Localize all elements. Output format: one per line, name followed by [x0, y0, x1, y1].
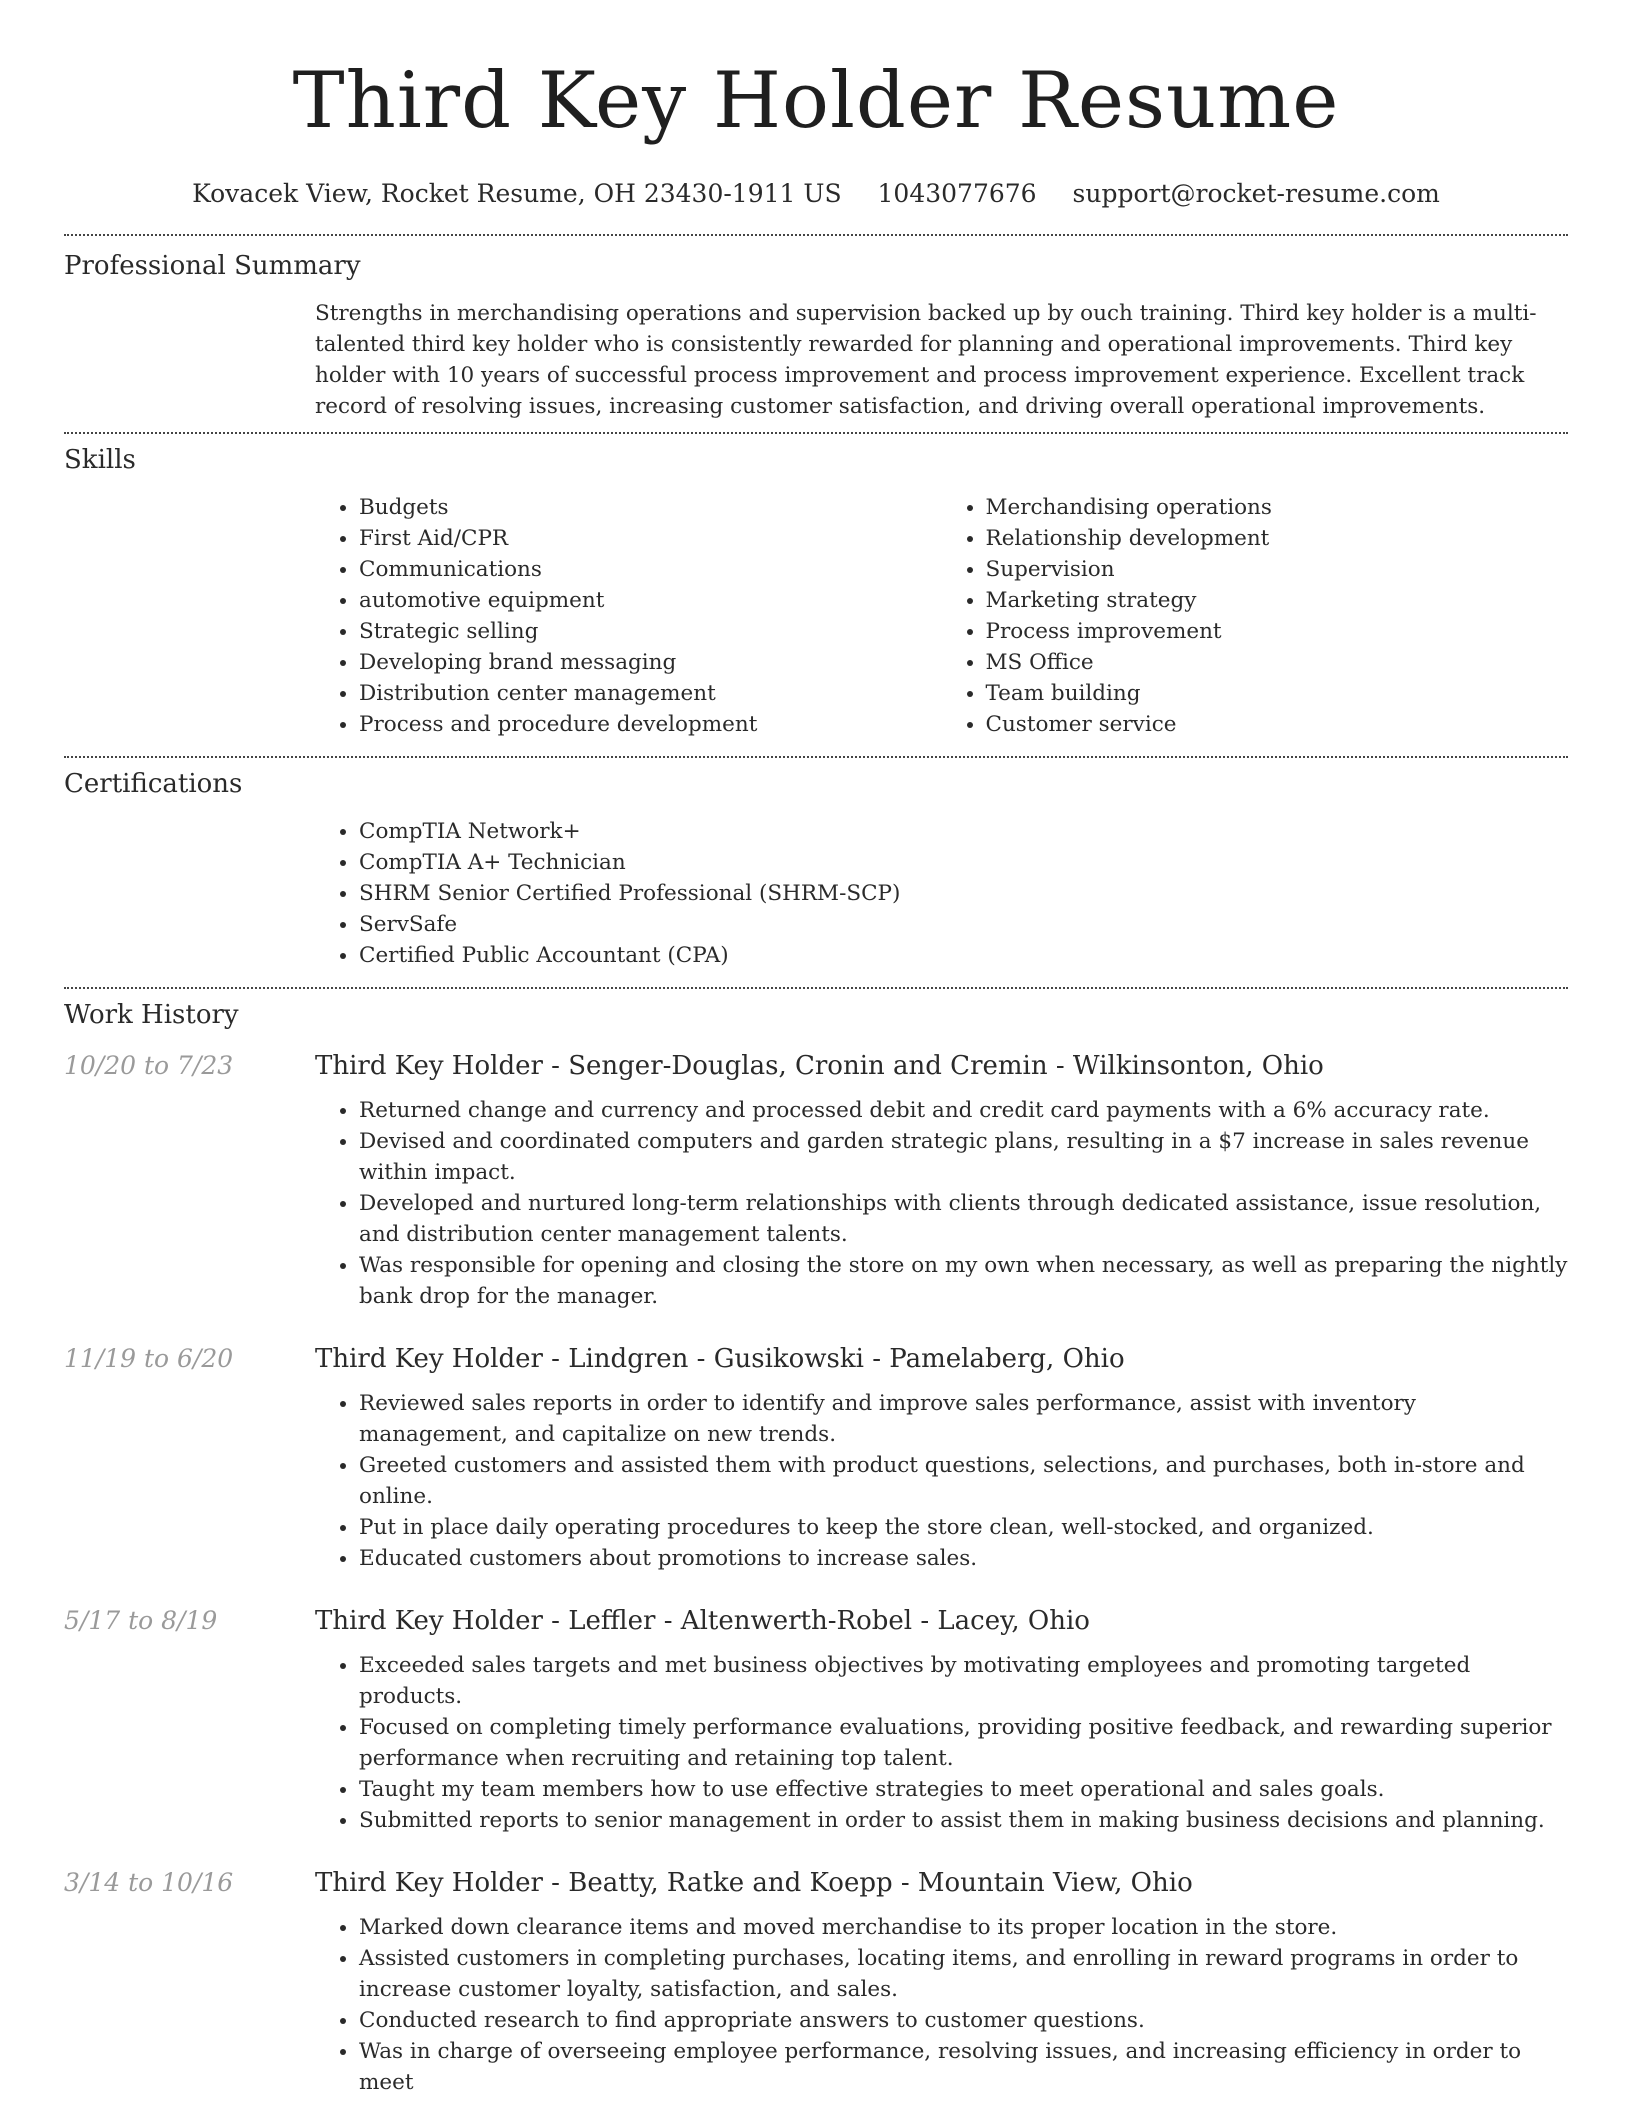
job-bullet: • Returned change and currency and processed debit and credit card payments with a 6% accuracy rate. — [359, 1095, 1568, 1126]
job-bullets — [315, 1650, 1568, 1836]
job-title: Third Key Holder - Senger-Douglas, Cronin and Cremin - Wilkinsonton, Ohio — [315, 1051, 1324, 1081]
skills-section — [64, 434, 1568, 740]
job-bullet: • Developed and nurtured long-term relationships with clients through dedicated assistance, issue resolution, and distribution center management talents. — [359, 1188, 1568, 1250]
skills-list-right — [942, 492, 1569, 740]
job-entry — [64, 1868, 1568, 2098]
job-bullet: • Put in place daily operating procedures to keep the store clean, well-stocked, and organized. — [359, 1512, 1568, 1543]
job-bullet: • Submitted reports to senior management in order to assist them in making business decisions and planning. — [359, 1805, 1568, 1836]
job-bullet: • Reviewed sales reports in order to identify and improve sales performance, assist with inventory management, and capitalize on new trends. — [359, 1388, 1568, 1450]
job-bullet: • Assisted customers in completing purchases, locating items, and enrolling in reward programs in order to increase customer loyalty, satisfaction, and sales. — [359, 1943, 1568, 2005]
skill-item: • Process and procedure development — [359, 709, 942, 740]
work-history-heading: Work History — [64, 1000, 239, 1030]
summary-heading: Professional Summary — [64, 251, 361, 281]
job-bullet: • Focused on completing timely performance evaluations, providing positive feedback, and rewarding superior performance when recruiting and retaining top talent. — [359, 1712, 1568, 1774]
job-title: Third Key Holder - Beatty, Ratke and Koepp - Mountain View, Ohio — [315, 1868, 1193, 1898]
skill-item: • Relationship development — [986, 523, 1569, 554]
contact-address: Kovacek View, Rocket Resume, OH 23430-1911 US — [192, 179, 842, 208]
job-dates: 10/20 to 7/23 — [64, 1051, 234, 1080]
job-bullets — [315, 1388, 1568, 1574]
job-entry — [64, 1606, 1568, 1836]
job-title: Third Key Holder - Leffler - Altenwerth-Robel - Lacey, Ohio — [315, 1606, 1090, 1636]
job-bullets — [315, 1095, 1568, 1312]
skill-item: • Supervision — [986, 554, 1569, 585]
job-dates: 5/17 to 8/19 — [64, 1606, 218, 1635]
contact-email[interactable]: support@rocket-resume.com — [1072, 179, 1440, 208]
skill-item: • Developing brand messaging — [359, 647, 942, 678]
certifications-heading: Certifications — [64, 769, 243, 799]
job-bullet: • Conducted research to find appropriate answers to customer questions. — [359, 2005, 1568, 2036]
certification-item: • CompTIA A+ Technician — [359, 847, 1568, 878]
skill-item: • Merchandising operations — [986, 492, 1569, 523]
contact-line — [64, 174, 1568, 214]
skills-heading: Skills — [64, 445, 136, 475]
skill-item: • Strategic selling — [359, 616, 942, 647]
certification-item: • Certified Public Accountant (CPA) — [359, 940, 1568, 971]
skill-item: • First Aid/CPR — [359, 523, 942, 554]
summary-text: Strengths in merchandising operations and supervision backed up by ouch training. Third key holder is a multi-talented third key holder who is consistently rewarded for planning and operational improvements. Third key holder with 10 years of successful process improvement and process improvement experience. Excellent track record of resolving issues, increasing customer satisfaction, and driving overall operational improvements. — [315, 301, 1537, 419]
job-bullets — [315, 1912, 1568, 2098]
certification-item: • SHRM Senior Certified Professional (SHRM-SCP) — [359, 878, 1568, 909]
skill-item: • Distribution center management — [359, 678, 942, 709]
job-entry — [64, 1051, 1568, 1312]
job-bullet: • Was responsible for opening and closing the store on my own when necessary, as well as preparing the nightly bank drop for the manager. — [359, 1250, 1568, 1312]
skill-item: • MS Office — [986, 647, 1569, 678]
summary-section — [64, 236, 1568, 422]
job-dates: 11/19 to 6/20 — [64, 1344, 234, 1373]
contact-phone: 1043077676 — [877, 179, 1037, 208]
skill-item: • Budgets — [359, 492, 942, 523]
job-bullet: • Exceeded sales targets and met business objectives by motivating employees and promoting targeted products. — [359, 1650, 1568, 1712]
job-bullet: • Marked down clearance items and moved merchandise to its proper location in the store. — [359, 1912, 1568, 1943]
resume-page — [64, 0, 1568, 2098]
job-title: Third Key Holder - Lindgren - Gusikowski - Pamelaberg, Ohio — [315, 1344, 1125, 1374]
certification-item: • ServSafe — [359, 909, 1568, 940]
skill-item: • Team building — [986, 678, 1569, 709]
skill-item: • Customer service — [986, 709, 1569, 740]
job-bullet: • Greeted customers and assisted them with product questions, selections, and purchases, both in-store and online. — [359, 1450, 1568, 1512]
job-bullet: • Educated customers about promotions to increase sales. — [359, 1543, 1568, 1574]
job-bullet: • Was in charge of overseeing employee performance, resolving issues, and increasing efficiency in order to meet — [359, 2036, 1568, 2098]
skill-item: • Process improvement — [986, 616, 1569, 647]
job-entry — [64, 1344, 1568, 1574]
certifications-list — [315, 816, 1568, 971]
certifications-section — [64, 758, 1568, 971]
skill-item: • Marketing strategy — [986, 585, 1569, 616]
skill-item: • Communications — [359, 554, 942, 585]
job-dates: 3/14 to 10/16 — [64, 1868, 234, 1897]
skill-item: • automotive equipment — [359, 585, 942, 616]
skills-list-left — [315, 492, 942, 740]
work-history-section — [64, 989, 1568, 2098]
job-bullet: • Taught my team members how to use effective strategies to meet operational and sales goals. — [359, 1774, 1568, 1805]
certification-item: • CompTIA Network+ — [359, 816, 1568, 847]
job-bullet: • Devised and coordinated computers and garden strategic plans, resulting in a $7 increase in sales revenue within impact. — [359, 1126, 1568, 1188]
resume-title: Third Key Holder Resume — [292, 56, 1340, 146]
